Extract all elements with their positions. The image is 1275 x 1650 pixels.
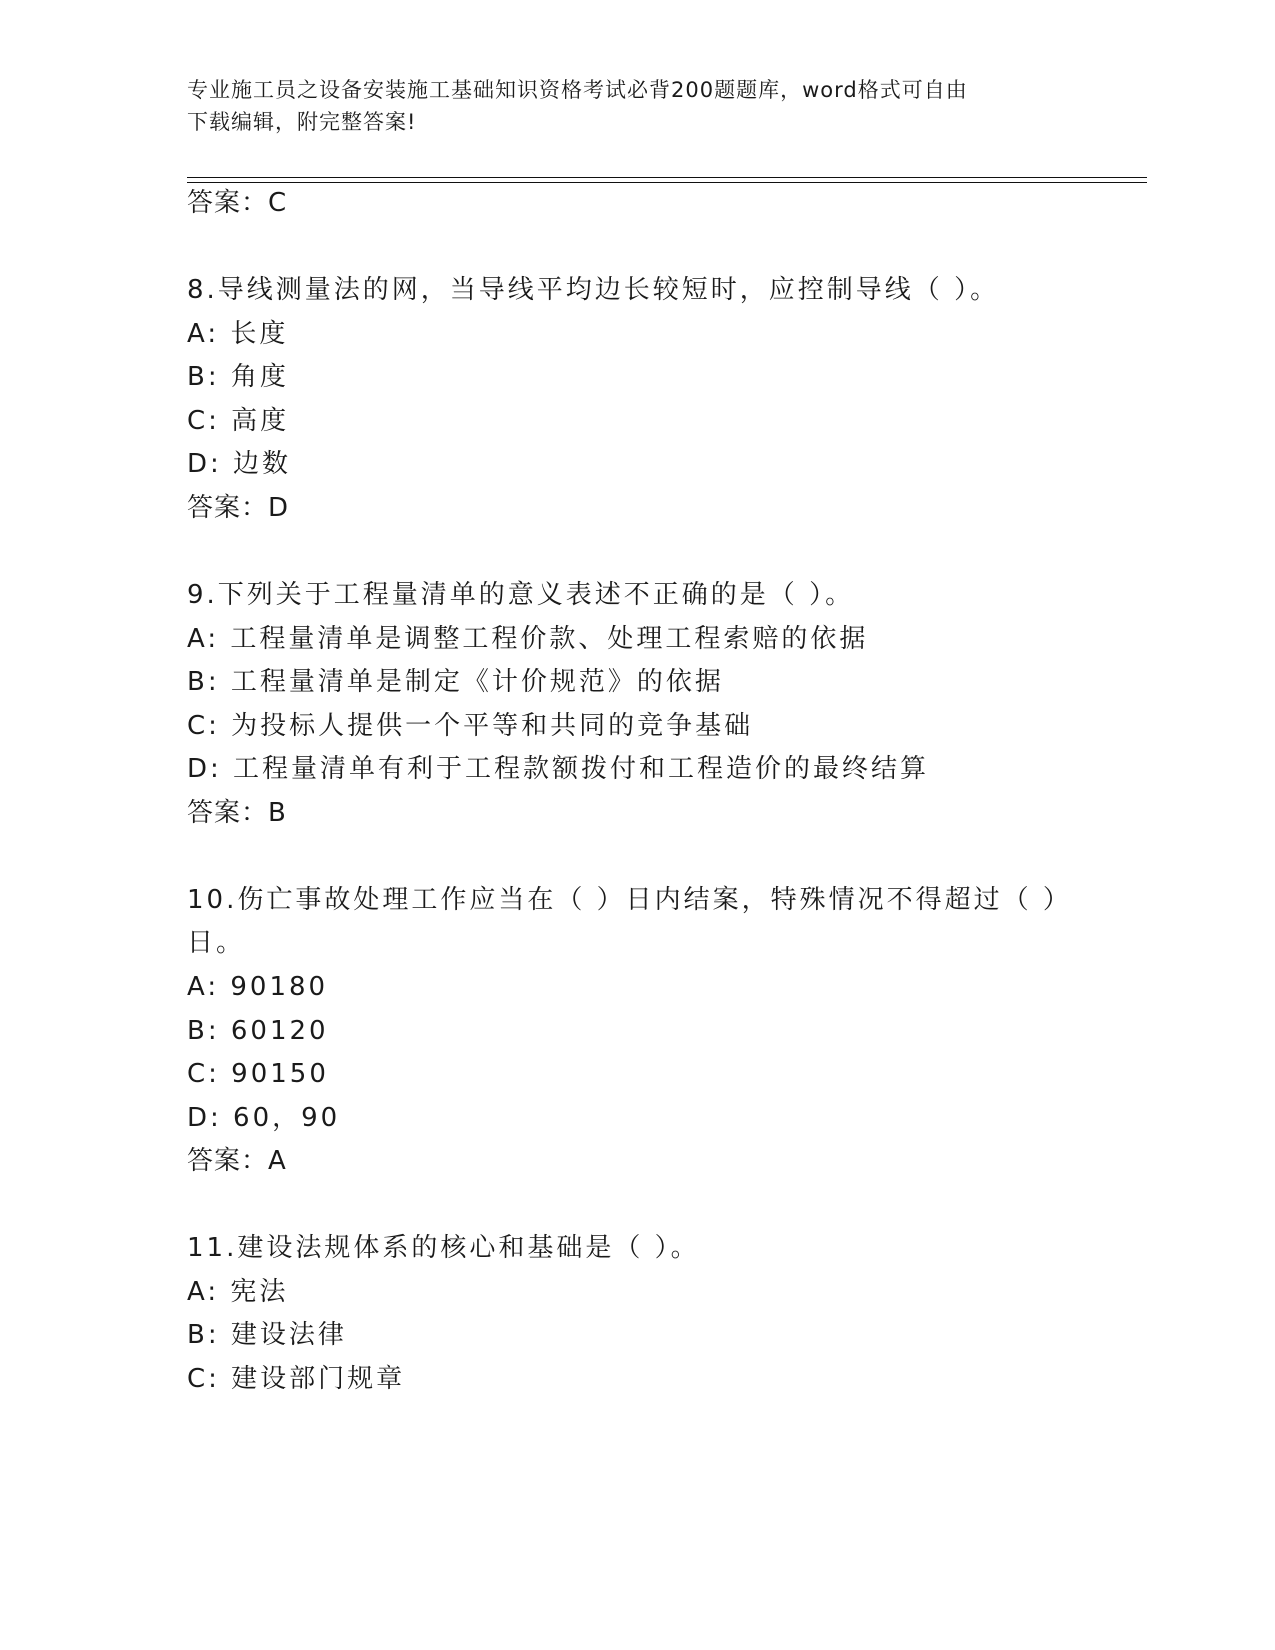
answer-line: 答案：D [187,493,290,523]
answer-line: 答案：A [187,1146,287,1176]
option-a: A: 90180 [187,972,329,1002]
option-b: B: 建设法律 [187,1320,347,1350]
question-stem-line-1: 10.伤亡事故处理工作应当在（ ）日内结案，特殊情况不得超过（ ） [187,885,1072,915]
option-a: A: 工程量清单是调整工程价款、处理工程索赔的依据 [187,624,869,654]
option-a: A: 长度 [187,319,289,349]
header-title-line-2: 下载编辑，附完整答案! [187,110,417,134]
option-b: B: 60120 [187,1016,329,1046]
option-b: B: 工程量清单是制定《计价规范》的依据 [187,667,724,697]
header-divider-bottom [187,182,1147,183]
question-stem: 11.建设法规体系的核心和基础是（ ）。 [187,1233,700,1263]
answer-line: 答案：C [187,188,288,218]
option-d: D: 工程量清单有利于工程款额拨付和工程造价的最终结算 [187,754,930,784]
option-a: A: 宪法 [187,1277,289,1307]
header-divider-top [187,177,1147,178]
answer-line: 答案：B [187,798,287,828]
option-c: C: 为投标人提供一个平等和共同的竞争基础 [187,711,754,741]
question-stem: 8.导线测量法的网，当导线平均边长较短时，应控制导线（ ）。 [187,275,1000,305]
option-d: D: 边数 [187,449,292,479]
option-d: D: 60，90 [187,1103,341,1133]
option-c: C: 建设部门规章 [187,1364,406,1394]
option-b: B: 角度 [187,362,289,392]
option-c: C: 90150 [187,1059,329,1089]
question-stem: 9.下列关于工程量清单的意义表述不正确的是（ ）。 [187,580,855,610]
document-header [187,74,1087,138]
option-c: C: 高度 [187,406,290,436]
question-stem-line-2: 日。 [187,928,246,958]
header-title-line-1: 专业施工员之设备安装施工基础知识资格考试必背200题题库，word格式可自由 [187,78,968,102]
